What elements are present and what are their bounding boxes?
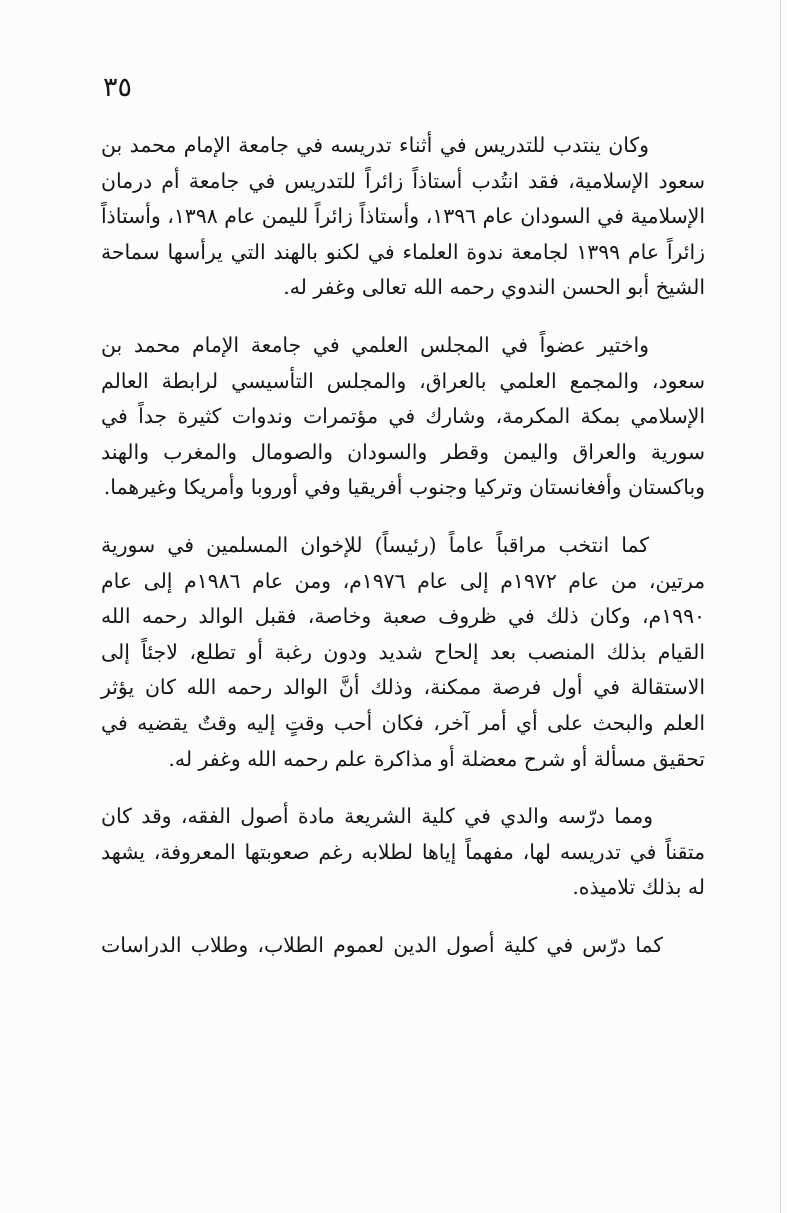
page-number: ٣٥ [102,72,132,103]
paragraph-general-supervisor: كما انتخب مراقباً عاماً (رئيساً) للإخوان المسلمين في سورية مرتين، من عام ١٩٧٢م إلى عام ١٩٧٦م، ومن عام ١٩٨٦م إلى عام ١٩٩٠م، وكان ذلك في ظروف صعبة وخاصة، فقبل الوالد رحمه الله القيام بذلك المنصب بعد إلحاح شديد ودون رغبة أو تطلع، لاجئاً إلى الاستقالة في أول فرصة ممكنة، وذلك أنَّ الوالد رحمه الله كان يؤثر العلم والبحث على أي أمر آخر، فكان أحب وقتٍ إليه وقتٌ يقضيه في تحقيق مسألة أو شرح معضلة أو مذاكرة علم رحمه الله وغفر له. [101,532,706,771]
body-text [101,128,705,963]
page-edge-line [780,0,781,1213]
paragraph-usul-al-fiqh-teaching: ومما درّسه والدي في كلية الشريعة مادة أصول الفقه، وقد كان متقناً في تدريسه لها، مفهماً إياها لطلابه رغم صعوبتها المعروفة، يشهد له بذلك تلاميذه. [101,804,705,900]
paragraph-memberships-conferences: واختير عضواً في المجلس العلمي في جامعة الإمام محمد بن سعود، والمجمع العلمي بالعراق، والمجلس التأسيسي لرابطة العالم الإسلامي بمكة المكرمة، وشارك في مؤتمرات وندوات كثيرة جداً في سورية والعراق واليمن وقطر والسودان والصومال والمغرب والهند وباكستان وأفغانستان وتركيا وجنوب أفريقيا وفي أوروبا وأمريكا وغيرهما. [101,332,705,500]
paragraph-teaching-assignments: وكان ينتدب للتدريس في أثناء تدريسه في جامعة الإمام محمد بن سعود الإسلامية، فقد انتُدب أستاذاً زائراً للتدريس في جامعة أم درمان الإسلامية في السودان عام ١٣٩٦، وأستاذاً زائراً لليمن عام ١٣٩٨، وأستاذاً زائراً عام ١٣٩٩ لجامعة ندوة العلماء في لكنو بالهند التي يرأسها سماحة الشيخ أبو الحسن الندوي رحمه الله تعالى وغفر له. [101,133,705,300]
paragraph-usul-al-din-teaching: كما درّس في كلية أصول الدين لعموم الطلاب، وطلاب الدراسات [101,932,663,957]
